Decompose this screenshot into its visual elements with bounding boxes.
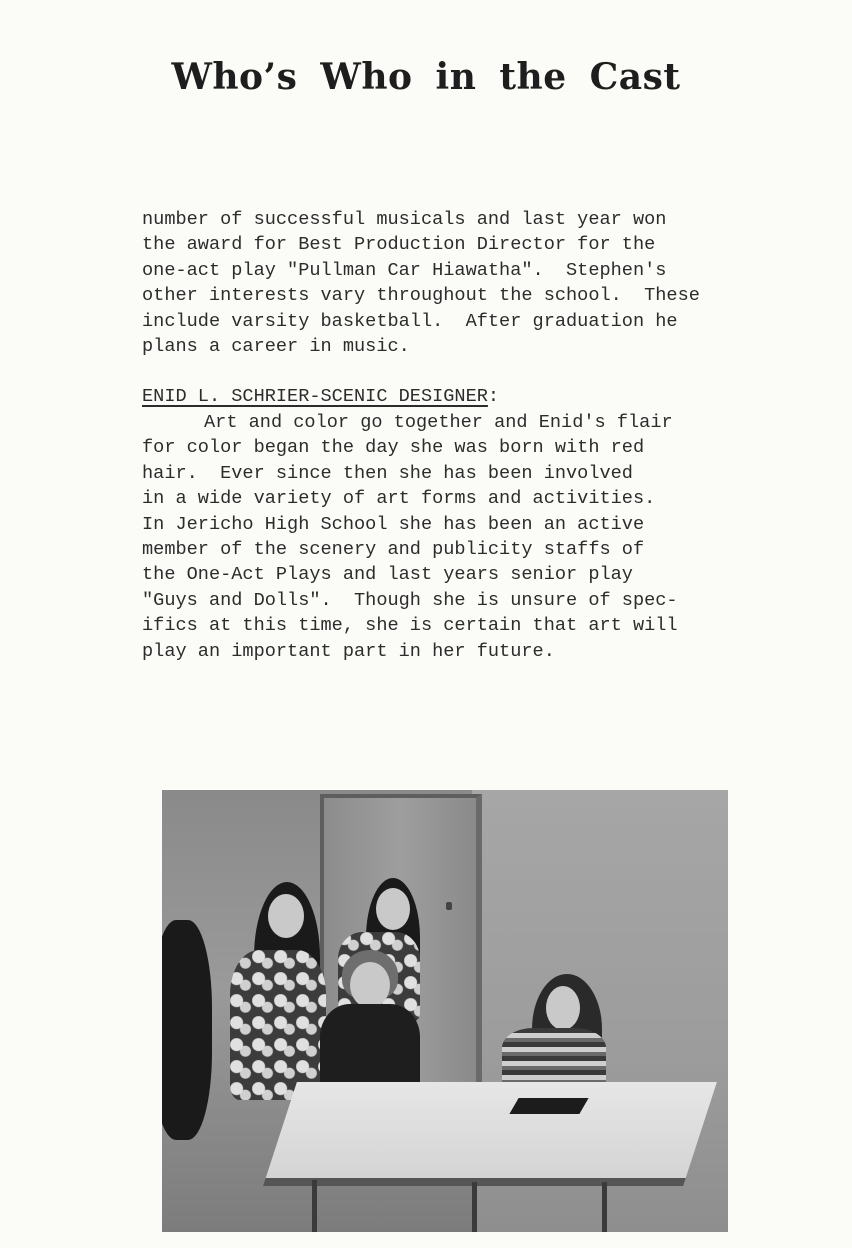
text-line: in a wide variety of art forms and activities. (142, 488, 656, 510)
paragraph-enid (142, 410, 782, 664)
photo-table-paper (509, 1098, 588, 1114)
section-heading-enid (142, 384, 499, 409)
text-line: hair. Ever since then she has been involved (142, 462, 633, 484)
text-line: for color began the day she was born with red (142, 437, 645, 459)
photo-door-knob (446, 902, 452, 910)
text-line: member of the scenery and publicity staffs of (142, 539, 645, 561)
photo-figure-dress (230, 950, 326, 1100)
paragraph-stephen (142, 207, 782, 359)
photo-figure-face (350, 962, 390, 1008)
text-line: number of successful musicals and last year won (142, 209, 667, 230)
photo-table-leg (602, 1182, 607, 1232)
text-line: include varsity basketball. After graduation he (142, 310, 678, 332)
text-line: "Guys and Dolls". Though she is unsure of spec- (142, 589, 678, 611)
photo-table-leg (312, 1180, 317, 1232)
text-line: the One-Act Plays and last years senior play (142, 564, 633, 586)
photo-table (263, 1082, 717, 1186)
photo-figure-left (162, 920, 212, 1140)
photo-figure-face (376, 888, 410, 930)
text-line: play an important part in her future. (142, 640, 555, 662)
photo-table-leg (472, 1182, 477, 1232)
photo-figure-face (268, 894, 304, 938)
text-line: Art and color go together and Enid's flair (204, 412, 673, 433)
text-line: the award for Best Production Director for the (142, 234, 656, 256)
text-line: one-act play "Pullman Car Hiawatha". Stephen's (142, 259, 667, 281)
text-line: plans a career in music. (142, 336, 410, 358)
cast-photograph (162, 790, 728, 1232)
page-title: Who’s Who in the Cast (171, 56, 681, 98)
section-heading-name: ENID L. SCHRIER-SCENIC DESIGNER (142, 386, 488, 407)
text-line: other interests vary throughout the school. These (142, 285, 700, 307)
section-heading-colon: : (487, 386, 500, 407)
photo-figure-face (546, 986, 580, 1030)
text-line: In Jericho High School she has been an active (142, 513, 645, 535)
text-line: ifics at this time, she is certain that art will (142, 615, 678, 637)
